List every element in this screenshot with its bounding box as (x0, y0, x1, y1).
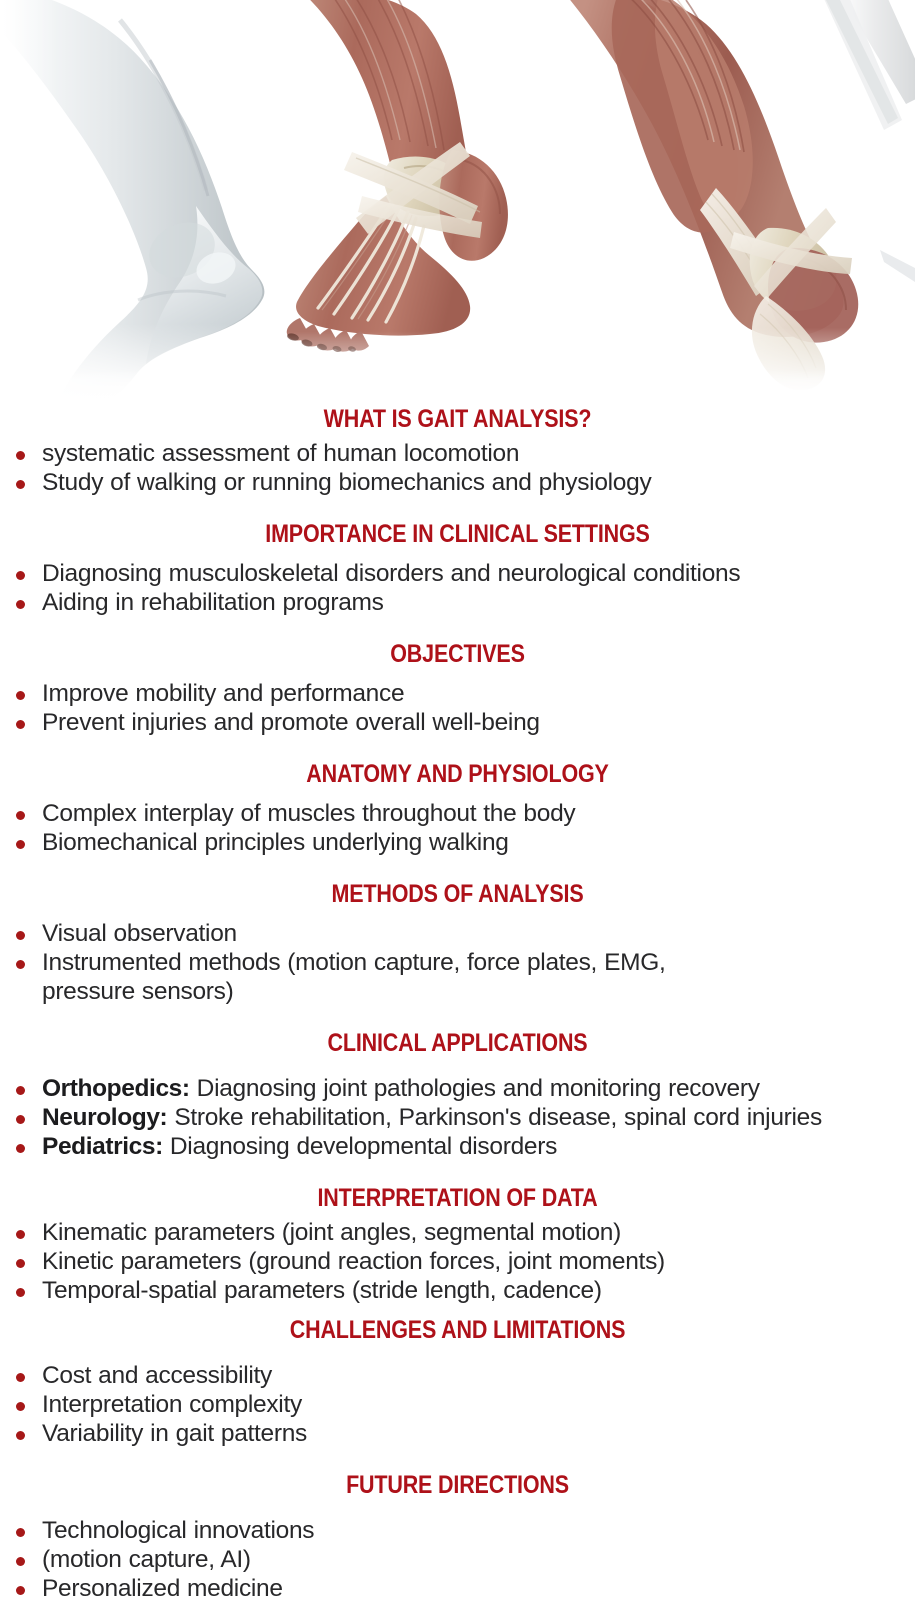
section-heading: IMPORTANCE IN CLINICAL SETTINGS (265, 520, 650, 548)
list-item-text: Temporal-spatial parameters (stride length, cadence) (42, 1277, 602, 1304)
bullet-dot-icon (16, 840, 25, 849)
list-item-text: Kinetic parameters (ground reaction forces, joint moments) (42, 1248, 665, 1275)
list-item (0, 1247, 915, 1276)
list-item-text: Study of walking or running biomechanics and physiology (42, 469, 652, 496)
anatomy-illustration (0, 0, 915, 412)
list-item (0, 919, 915, 948)
list-item-text: Aiding in rehabilitation programs (42, 589, 384, 616)
list-item-text: Prevent injuries and promote overall well-being (42, 709, 540, 736)
bullet-list (0, 1516, 915, 1603)
bullet-dot-icon (16, 1230, 25, 1239)
list-item-text: Technological innovations (42, 1517, 315, 1544)
bullet-dot-icon (16, 1431, 25, 1440)
bullet-dot-icon (16, 1288, 25, 1297)
section-interpretation-of-data (0, 1183, 915, 1305)
list-item-text: Diagnosing joint pathologies and monitoring recovery (196, 1075, 760, 1102)
bullet-dot-icon (16, 1557, 25, 1566)
list-item-text: Stroke rehabilitation, Parkinson's disease, spinal cord injuries (174, 1104, 822, 1131)
bullet-dot-icon (16, 1586, 25, 1595)
bullet-dot-icon (16, 960, 25, 969)
list-item (0, 799, 915, 828)
section-heading: METHODS OF ANALYSIS (331, 880, 584, 908)
section-heading: FUTURE DIRECTIONS (346, 1471, 569, 1499)
list-item (0, 588, 915, 617)
list-item (0, 1218, 915, 1247)
section-methods-of-analysis (0, 879, 915, 1006)
list-item (0, 828, 915, 857)
section-heading: WHAT IS GAIT ANALYSIS? (323, 405, 592, 433)
bullet-dot-icon (16, 931, 25, 940)
bullet-dot-icon (16, 1402, 25, 1411)
list-item (0, 679, 915, 708)
bullet-list (0, 439, 915, 497)
list-item-label: Neurology: (42, 1104, 168, 1131)
bullet-dot-icon (16, 1373, 25, 1382)
list-item (0, 468, 915, 497)
list-item (0, 1074, 915, 1103)
list-item-label: Orthopedics: (42, 1075, 190, 1102)
section-importance-in-clinical-settings (0, 519, 915, 617)
list-item (0, 1276, 915, 1305)
list-item-text: Complex interplay of muscles throughout the body (42, 800, 576, 827)
bullet-list (0, 1074, 915, 1161)
bullet-dot-icon (16, 1086, 25, 1095)
list-item (0, 1516, 915, 1545)
list-item (0, 1361, 915, 1390)
bullet-dot-icon (16, 720, 25, 729)
list-item (0, 1390, 915, 1419)
list-item-text: systematic assessment of human locomotion (42, 440, 520, 467)
list-item (0, 1419, 915, 1448)
list-item (0, 948, 915, 1006)
list-item-text: Personalized medicine (42, 1575, 283, 1602)
section-heading: OBJECTIVES (390, 640, 525, 668)
section-heading: CLINICAL APPLICATIONS (327, 1029, 588, 1057)
bullet-list (0, 1218, 915, 1305)
list-item-text: Variability in gait patterns (42, 1420, 308, 1447)
bullet-dot-icon (16, 691, 25, 700)
list-item-text: Visual observation (42, 920, 237, 947)
list-item-text: (motion capture, AI) (42, 1546, 251, 1573)
bullet-dot-icon (16, 1259, 25, 1268)
bullet-dot-icon (16, 451, 25, 460)
list-item (0, 708, 915, 737)
list-item-text: Biomechanical principles underlying walking (42, 829, 509, 856)
bullet-list (0, 1361, 915, 1448)
section-clinical-applications (0, 1028, 915, 1161)
section-anatomy-and-physiology (0, 759, 915, 857)
list-item (0, 1574, 915, 1603)
list-item-label: Pediatrics: (42, 1133, 163, 1160)
list-item (0, 1132, 915, 1161)
bullet-dot-icon (16, 1144, 25, 1153)
section-challenges-and-limitations (0, 1315, 915, 1448)
bullet-dot-icon (16, 480, 25, 489)
list-item-text: Diagnosing developmental disorders (169, 1133, 558, 1160)
content-body (0, 404, 915, 1603)
list-item-text: Diagnosing musculoskeletal disorders and neurological conditions (42, 560, 741, 587)
bullet-dot-icon (16, 1528, 25, 1537)
section-future-directions (0, 1470, 915, 1603)
bullet-list (0, 679, 915, 737)
bullet-list (0, 799, 915, 857)
list-item-text: Instrumented methods (motion capture, force plates, EMG, pressure sensors) (42, 949, 666, 1005)
section-heading: INTERPRETATION OF DATA (317, 1184, 598, 1212)
list-item-text: Cost and accessibility (42, 1362, 272, 1389)
list-item-text: Interpretation complexity (42, 1391, 302, 1418)
list-item (0, 559, 915, 588)
section-heading: CHALLENGES AND LIMITATIONS (289, 1316, 626, 1344)
bullet-dot-icon (16, 571, 25, 580)
bullet-list (0, 559, 915, 617)
section-what-is-gait-analysis (0, 404, 915, 497)
section-heading: ANATOMY AND PHYSIOLOGY (306, 760, 609, 788)
list-item (0, 1103, 915, 1132)
list-item-text: Kinematic parameters (joint angles, segmental motion) (42, 1219, 621, 1246)
bullet-dot-icon (16, 1115, 25, 1124)
list-item (0, 1545, 915, 1574)
bullet-list (0, 919, 915, 1006)
bullet-dot-icon (16, 600, 25, 609)
list-item-text: Improve mobility and performance (42, 680, 405, 707)
section-objectives (0, 639, 915, 737)
list-item (0, 439, 915, 468)
bullet-dot-icon (16, 811, 25, 820)
